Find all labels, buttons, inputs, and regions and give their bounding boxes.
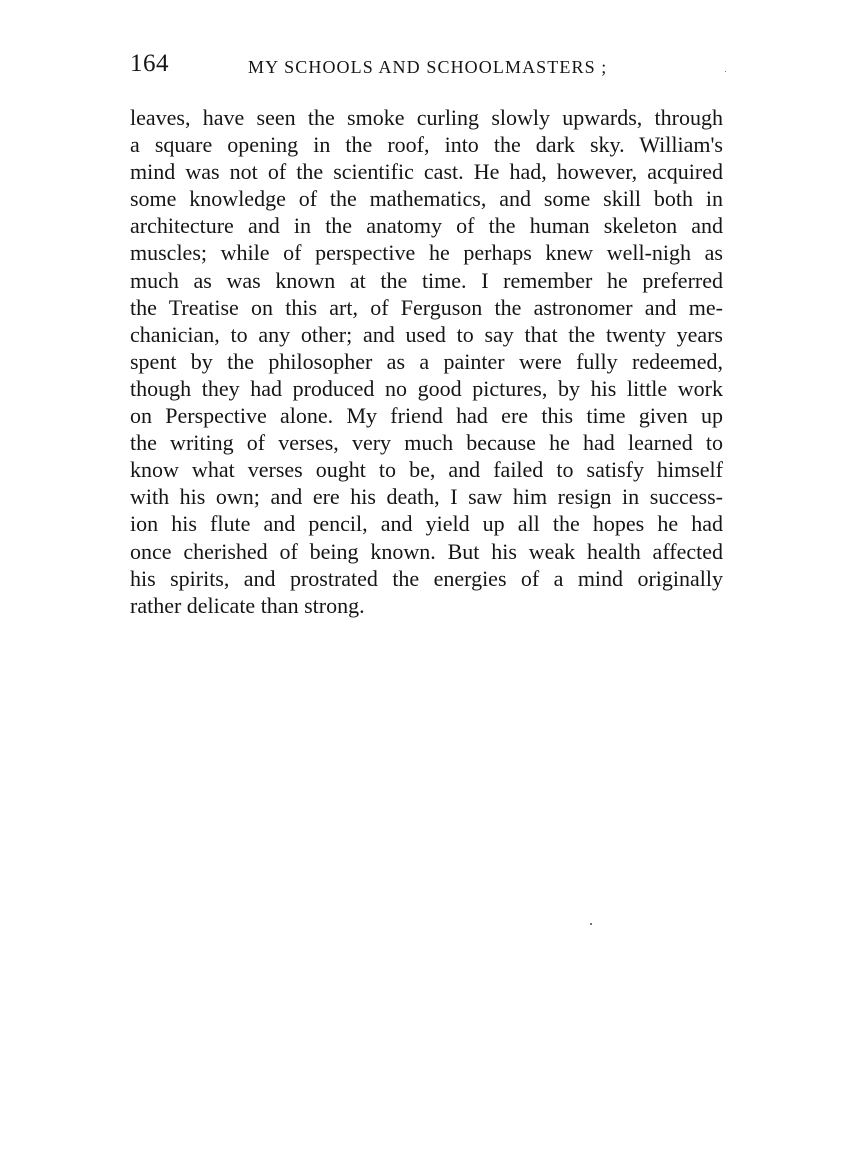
text-line: muscles; while of perspective he perhaps knew well-nigh as bbox=[130, 240, 723, 266]
text-line: spent by the philosopher as a painter were fully redeemed, bbox=[130, 348, 723, 374]
text-line: rather delicate than strong. bbox=[130, 592, 365, 618]
text-line: chanician, to any other; and used to say that the twenty years bbox=[130, 321, 723, 347]
text-line: ion his flute and pencil, and yield up all the hopes he had bbox=[130, 511, 723, 537]
text-line: know what verses ought to be, and failed to satisfy himself bbox=[130, 457, 723, 483]
text-line: a square opening in the roof, into the dark sky. William's bbox=[130, 132, 723, 158]
text-line: once cherished of being known. But his weak health affected bbox=[130, 538, 723, 564]
text-line: leaves, have seen the smoke curling slowly upwards, through bbox=[130, 105, 723, 130]
text-line: architecture and in the anatomy of the human skeleton and bbox=[130, 213, 723, 239]
text-line: the writing of verses, very much because he had learned to bbox=[130, 430, 723, 456]
running-head: MY SCHOOLS AND SCHOOLMASTERS ; bbox=[248, 57, 608, 77]
text-line: though they had produced no good pictures, by his little work bbox=[130, 375, 723, 401]
text-line: on Perspective alone. My friend had ere this time given up bbox=[130, 403, 723, 429]
page-header bbox=[130, 49, 726, 83]
page-number: 164 bbox=[130, 50, 169, 77]
paper-speck bbox=[590, 923, 592, 925]
paper-speck bbox=[725, 71, 726, 72]
text-line: some knowledge of the mathematics, and some skill both in bbox=[130, 186, 723, 212]
text-line: with his own; and ere his death, I saw him resign in success- bbox=[130, 484, 723, 510]
text-line: mind was not of the scientific cast. He had, however, acquired bbox=[130, 159, 723, 185]
text-line: his spirits, and prostrated the energies of a mind originally bbox=[130, 565, 723, 591]
body-text bbox=[130, 104, 723, 619]
text-line: the Treatise on this art, of Ferguson the astronomer and me- bbox=[130, 294, 723, 320]
text-line: much as was known at the time. I remember he preferred bbox=[130, 267, 723, 293]
